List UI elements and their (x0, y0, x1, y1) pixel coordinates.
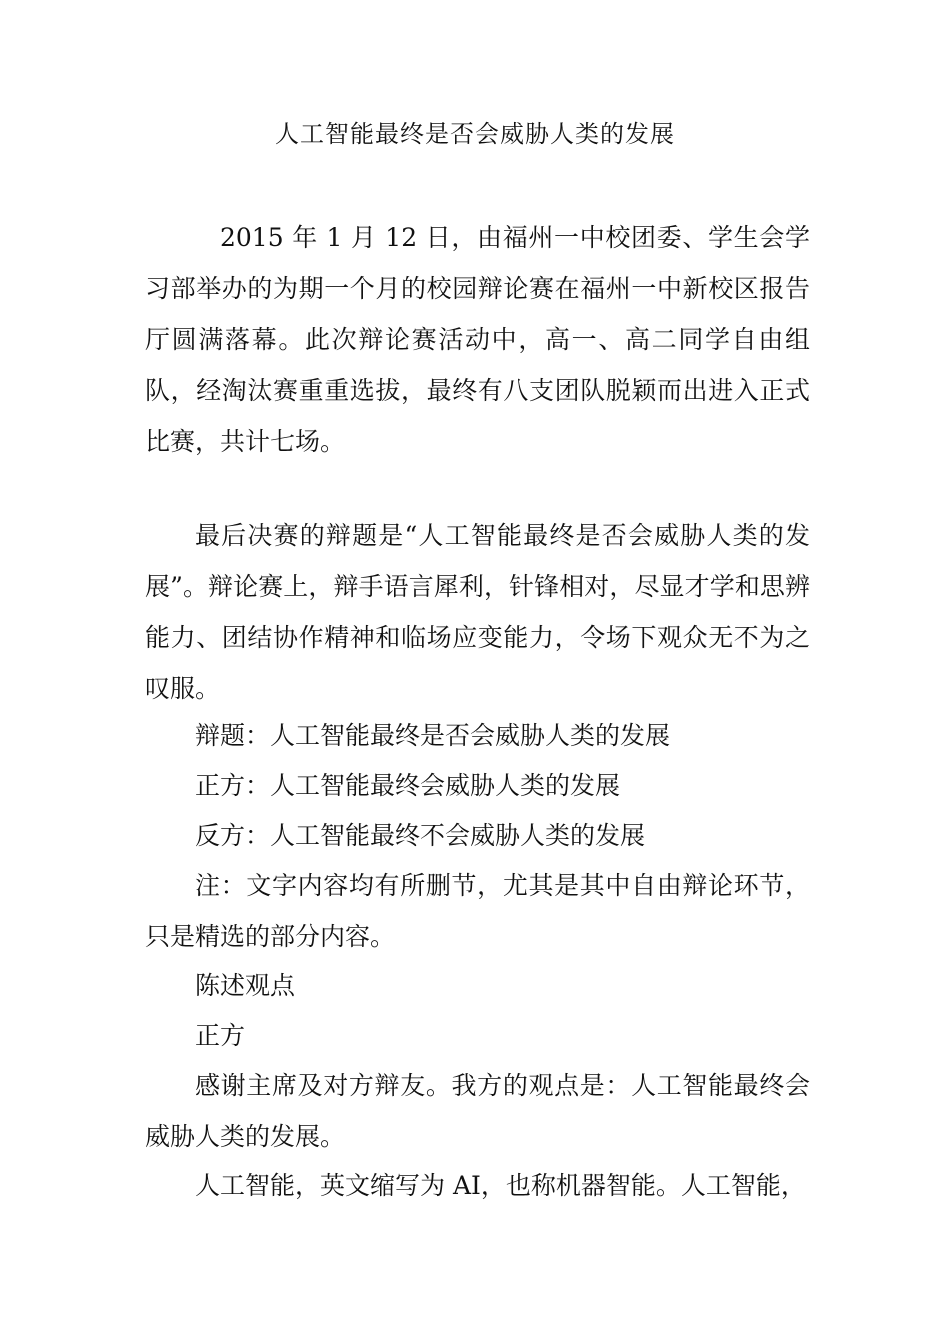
paragraph-note: 注：文字内容均有所删节，尤其是其中自由辩论环节，只是精选的部分内容。 (145, 871, 810, 951)
paragraph-final-topic: 最后决赛的辩题是“人工智能最终是否会威胁人类的发展”。辩论赛上，辩手语言犀利，针锋相对，尽显才学和思辨能力、团结协作精神和临场应变能力，令场下观众无不为之叹服。 (145, 521, 810, 703)
paragraph-negative-side: 反方：人工智能最终不会威胁人类的发展 (195, 821, 646, 850)
paragraph-ai-definition: 人工智能，英文缩写为 AI，也称机器智能。人工智能， (195, 1171, 806, 1200)
paragraph-intro: 2015 年 1 月 12 日，由福州一中校团委、学生会学习部举办的为期一个月的校园辩论赛在福州一中新校区报告厅圆满落幕。此次辩论赛活动中，高一、高二同学自由组队，经淘汰赛重重选拔，最终有八支团队脱颖而出进入正式比赛，共计七场。 (145, 223, 810, 456)
paragraph-affirmative-opening: 感谢主席及对方辩友。我方的观点是：人工智能最终会威胁人类的发展。 (145, 1071, 810, 1151)
speaker-affirmative: 正方 (195, 1021, 246, 1050)
paragraph-affirmative-side: 正方：人工智能最终会威胁人类的发展 (195, 771, 621, 800)
section-heading-statement: 陈述观点 (195, 971, 296, 1000)
document-title: 人工智能最终是否会威胁人类的发展 (275, 120, 675, 148)
paragraph-debate-topic: 辩题：人工智能最终是否会威胁人类的发展 (195, 721, 671, 750)
